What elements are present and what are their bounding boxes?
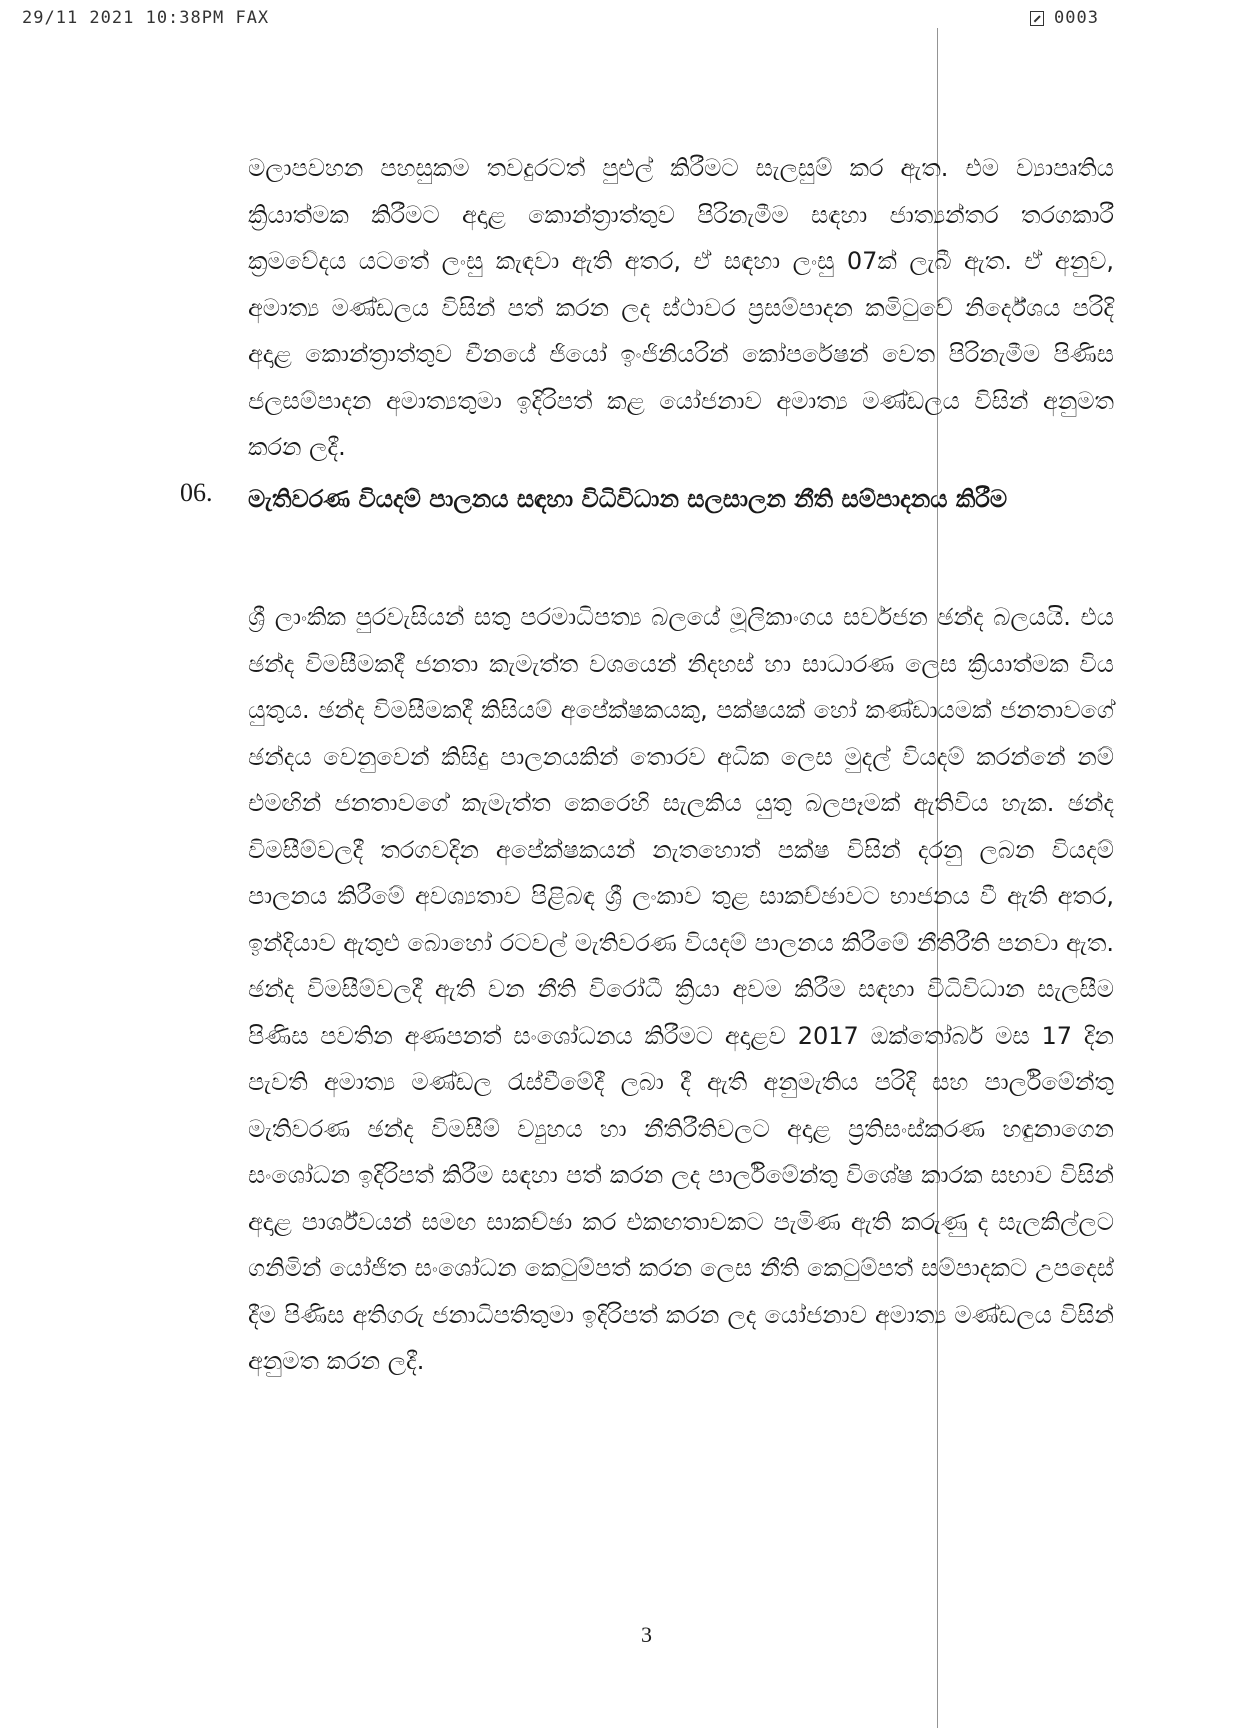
section-number: 06. [180, 478, 213, 507]
fax-header-timestamp: 29/11 2021 10:38PM FAX [22, 8, 270, 28]
page-number: 3 [641, 1622, 652, 1647]
paragraph-continued: මලාපවහන පහසුකම තවදුරටත් පුළුල් කිරීමට සැලසුම් කර ඇත. එම ව්‍යාපෘතිය ක්‍රියාත්මක කිරීමට අදාළ කොන්ත්‍රාත්තුව පිරිනැමීම සඳහා ජාත්‍යන්තර තරගකාරී ක්‍රමවේදය යටතේ ලංසු කැඳවා ඇති අතර, ඒ සඳහා ලංසු 07ක් ලැබී ඇත. ඒ අනුව, අමාත්‍ය මණ්ඩලය විසින් පත් කරන ලද ස්ථාවර ප්‍රසම්පාදන කමිටුවේ නිර්දේශය පරිදි අදාළ කොන්ත්‍රාත්තුව චීනයේ ජියෝ ඉංජිනියරින් කෝපරේෂන් වෙත පිරිනැමීම පිණිස ජලසම්පාදන අමාත්‍යතුමා ඉදිරිපත් කළ යෝජනාව අමාත්‍ය මණ්ඩලය විසින් අනුමත කරන ලදී. [248, 154, 1114, 461]
section-paragraph: ශ්‍රී ලාංකික පුරවැසියන් සතු පරමාධිපත්‍ය බලයේ මූලිකාංගය සර්වජන ඡන්ද බලයයි. එය ඡන්ද විමසීමකදී ජනතා කැමැත්ත වශයෙන් නිදහස් හා සාධාරණ ලෙස ක්‍රියාත්මක විය යුතුය. ඡන්ද විමසීමකදී කිසියම් අපේක්ෂකයකු, පක්ෂයක් හෝ කණ්ඩායමක් ජනතාවගේ ඡන්දය වෙනුවෙන් කිසිදු පාලනයකින් තොරව අධික ලෙස මුදල් වියදම් කරන්නේ නම් එමඟින් ජනතාවගේ කැමැත්ත කෙරෙහි සැලකිය යුතු බලපෑමක් ඇතිවිය හැක. ඡන්ද විමසීම්වලදී තරගවදින අපේක්ෂකයන් නැතහොත් පක්ෂ විසින් දරනු ලබන වියදම් පාලනය කිරීමේ අවශ්‍යතාව පිළිබඳ ශ්‍රී ලංකාව තුළ සාකච්ඡාවට භාජනය වී ඇති අතර, ඉන්දියාව ඇතුළු බොහෝ රටවල් මැතිවරණ වියදම් පාලනය කිරීමේ නීතිරීති පනවා ඇත. ඡන්ද විමසීම්වලදී ඇති වන නීති විරෝධී ක්‍රියා අවම කිරීම සඳහා විධිවිධාන සැලසීම පිණිස පවතින අණපනත් සංශෝධනය කිරීමට අදාළව 2017 ඔක්තෝබර් මස 17 දින පැවති අමාත්‍ය මණ්ඩල රැස්වීමේදී ලබා දී ඇති අනුමැතිය පරිදි සහ පාර්ලිමේන්තු මැතිවරණ ඡන්ද විමසීම් ව්‍යුහය හා නීතිරීතිවලට අදාළ ප්‍රතිසංස්කරණ හඳුනාගෙන සංශෝධන ඉදිරිපත් කිරීම සඳහා පත් කරන ලද පාර්ලිමේන්තු විශේෂ කාරක සභාව විසින් අදාළ පාර්ශ්වයන් සමඟ සාකච්ඡා කර එකඟතාවකට පැමිණ ඇති කරුණු ද සැලකිල්ලට ගනිමින් යෝජිත සංශෝධන කෙටුම්පත් කරන ලෙස නීති කෙටුම්පත් සම්පාදකට උපදෙස් දීම පිණිස අතිගරු ජනාධිපතිතුමා ඉදිරිපත් කරන ලද යෝජනාව අමාත්‍ය මණ්ඩලය විසින් අනුමත කරන ලදී. [248, 603, 1114, 1375]
fax-page-indicator [1030, 8, 1099, 28]
checkbox-icon [1030, 11, 1044, 26]
fax-page-code: 0003 [1054, 8, 1099, 28]
section-heading: මැතිවරණ වියදම් පාලනය සඳහා විධිවිධාන සලසාලන නීති සම්පාදනය කිරීම [248, 485, 1008, 513]
